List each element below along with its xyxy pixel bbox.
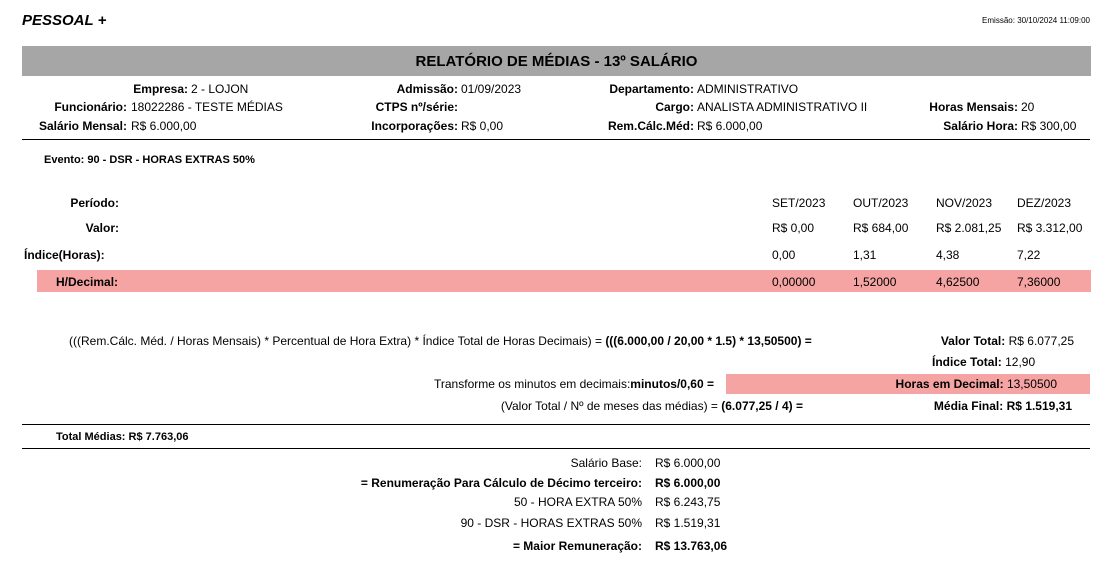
formula-text: [69, 334, 812, 348]
valor-cell: R$ 0,00: [772, 221, 815, 235]
ctps-label: CTPS nº/série:: [375, 100, 458, 114]
hdecimal-cell: 4,62500: [936, 275, 980, 289]
summary-label: Salário Base:: [570, 456, 642, 470]
salario-hora-label: Salário Hora:: [943, 119, 1018, 133]
valor-total: [941, 334, 1074, 348]
summary-value: R$ 6.000,00: [655, 476, 721, 490]
indice-horas-label: Índice(Horas):: [24, 248, 105, 262]
periodo-month: SET/2023: [772, 196, 826, 210]
rem-calc-label: Rem.Cálc.Méd:: [607, 119, 694, 133]
periodo-label: Período:: [70, 196, 119, 210]
divider: [22, 424, 1090, 425]
event-title: Evento: 90 - DSR - HORAS EXTRAS 50%: [44, 154, 255, 166]
funcionario-label: Funcionário:: [54, 100, 127, 114]
admissao-label: Admissão:: [396, 82, 458, 96]
total-medias-value: R$ 7.763,06: [128, 431, 189, 443]
divider: [22, 139, 1090, 140]
summary-label: 50 - HORA EXTRA 50%: [513, 495, 642, 509]
indice-cell: 0,00: [772, 248, 796, 262]
indice-total-label: Índice Total:: [932, 355, 1002, 369]
rem-calc-value: R$ 6.000,00: [697, 119, 763, 133]
valor-total-label: Valor Total:: [940, 334, 1006, 348]
media-text: [501, 399, 803, 413]
brand-logo-text: PESSOAL +: [22, 12, 107, 29]
formula-values: (((6.000,00 / 20,00 * 1.5) * 13,50500) =: [605, 334, 812, 348]
salario-hora-value: R$ 300,00: [1021, 119, 1077, 133]
media-final: [934, 399, 1072, 413]
divider: [22, 448, 1090, 449]
media-description: (Valor Total / Nº de meses das médias) =: [500, 399, 718, 413]
emission-date: [982, 16, 1090, 25]
empresa-label: Empresa:: [133, 82, 188, 96]
report-title: RELATÓRIO DE MÉDIAS - 13º SALÁRIO: [415, 53, 698, 70]
incorporacoes-value: R$ 0,00: [461, 119, 504, 133]
hdecimal-cell: 0,00000: [772, 275, 816, 289]
formula-description: (((Rem.Cálc. Méd. / Horas Mensais) * Percentual de Hora Extra) * Índice Total de Horas Decimais) =: [69, 334, 602, 348]
valor-cell: R$ 2.081,25: [936, 221, 1002, 235]
cargo-label: Cargo:: [655, 100, 694, 114]
hdecimal-highlight: [37, 270, 1091, 292]
transform-text: [434, 377, 714, 391]
periodo-month: DEZ/2023: [1017, 196, 1072, 210]
valor-total-value: R$ 6.077,25: [1008, 334, 1074, 348]
summary-value: R$ 1.519,31: [655, 516, 721, 530]
valor-cell: R$ 3.312,00: [1017, 221, 1083, 235]
valor-cell: R$ 684,00: [853, 221, 909, 235]
periodo-month: NOV/2023: [936, 196, 993, 210]
summary-value: R$ 13.763,06: [655, 539, 728, 553]
indice-cell: 7,22: [1017, 248, 1041, 262]
summary-label: = Renumeração Para Cálculo de Décimo terceiro:: [360, 476, 642, 490]
horas-decimal: [896, 377, 1057, 391]
horas-decimal-label: Horas em Decimal:: [895, 377, 1004, 391]
departamento-label: Departamento:: [609, 82, 694, 96]
salario-mensal-label: Salário Mensal:: [38, 119, 127, 133]
summary-label: = Maior Remuneração:: [512, 539, 642, 553]
departamento-value: ADMINISTRATIVO: [697, 82, 799, 96]
media-final-value: R$ 1.519,31: [1006, 399, 1072, 413]
periodo-month: OUT/2023: [853, 196, 909, 210]
emission-value: 30/10/2024 11:09:00: [1017, 16, 1090, 25]
horas-mensais-label: Horas Mensais:: [929, 100, 1018, 114]
hdecimal-label: H/Decimal:: [56, 275, 119, 289]
media-final-label: Média Final:: [933, 399, 1004, 413]
total-medias-label: Total Médias:: [56, 431, 126, 443]
hdecimal-cell: 1,52000: [853, 275, 897, 289]
horas-mensais-value: 20: [1021, 100, 1035, 114]
cargo-value: ANALISTA ADMINISTRATIVO II: [697, 100, 868, 114]
hdecimal-cell: 7,36000: [1017, 275, 1061, 289]
total-medias: [56, 431, 188, 443]
summary-value: R$ 6.000,00: [655, 456, 721, 470]
transform-description: Transforme os minutos em decimais:: [434, 377, 631, 391]
salario-mensal-value: R$ 6.000,00: [131, 119, 197, 133]
indice-total-value: 12,90: [1005, 355, 1036, 369]
media-formula: (6.077,25 / 4) =: [721, 399, 803, 413]
funcionario-value: 18022286 - TESTE MÉDIAS: [131, 100, 283, 114]
transform-formula: minutos/0,60 =: [630, 377, 714, 391]
empresa-value: 2 - LOJON: [191, 82, 249, 96]
indice-cell: 1,31: [853, 248, 877, 262]
indice-total: [932, 355, 1035, 369]
valor-label: Valor:: [85, 221, 119, 235]
summary-label: 90 - DSR - HORAS EXTRAS 50%: [460, 516, 642, 530]
horas-decimal-value: 13,50500: [1006, 377, 1057, 391]
emission-label: Emissão:: [982, 16, 1015, 25]
admissao-value: 01/09/2023: [461, 82, 522, 96]
summary-value: R$ 6.243,75: [655, 495, 721, 509]
incorporacoes-label: Incorporações:: [371, 119, 458, 133]
indice-cell: 4,38: [936, 248, 960, 262]
